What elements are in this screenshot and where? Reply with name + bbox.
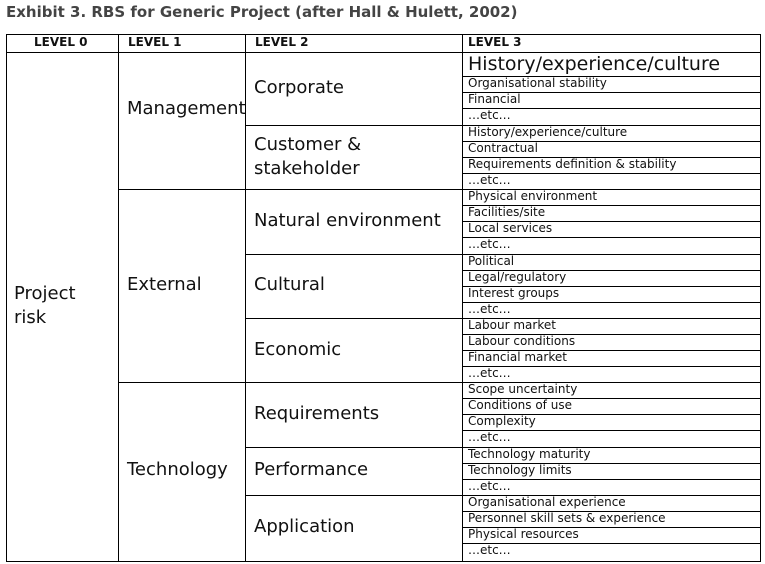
- level2-cultural: Cultural: [254, 274, 325, 295]
- level3-item: Contractual: [468, 141, 538, 155]
- level2-requirements: Requirements: [254, 403, 380, 424]
- level3-item: …etc…: [468, 366, 511, 380]
- level2-natural-environment: Natural environment: [254, 210, 441, 231]
- table-top-border: [6, 34, 761, 35]
- level3-item: Financial market: [468, 350, 567, 364]
- header-level0: LEVEL 0: [34, 35, 88, 49]
- level3-item: History/experience/culture: [468, 125, 628, 139]
- level3-item: Legal/regulatory: [468, 270, 567, 284]
- level3-item: Physical resources: [468, 527, 579, 541]
- level3-item: Complexity: [468, 414, 536, 428]
- level3-item: …etc…: [468, 108, 511, 122]
- level2-customer-stakeholder: [254, 133, 361, 181]
- level3-item: Personnel skill sets & experience: [468, 511, 666, 525]
- level3-item: Organisational stability: [468, 76, 607, 90]
- level3-item: …etc…: [468, 479, 511, 493]
- level2-line: stakeholder: [254, 158, 360, 179]
- level3-item: Facilities/site: [468, 205, 546, 219]
- level3-item: Local services: [468, 221, 553, 235]
- level3-item: Financial: [468, 92, 521, 106]
- group-divider: [118, 189, 761, 190]
- level3-item: Organisational experience: [468, 495, 626, 509]
- level2-application: Application: [254, 516, 355, 537]
- level3-item: …etc…: [468, 302, 511, 316]
- column-divider: [760, 34, 761, 562]
- group-divider: [118, 382, 761, 383]
- header-level1: LEVEL 1: [128, 35, 182, 49]
- level2-line: Customer &: [254, 134, 362, 155]
- level3-item: History/experience/culture: [468, 53, 721, 75]
- column-divider: [118, 34, 119, 562]
- level3-item: Requirements definition & stability: [468, 157, 677, 171]
- level2-economic: Economic: [254, 339, 342, 360]
- level0-line: risk: [14, 307, 47, 328]
- level1-external: External: [127, 274, 202, 295]
- level3-item: Technology maturity: [468, 447, 591, 461]
- level0-project-risk: [14, 282, 76, 330]
- header-level2: LEVEL 2: [255, 35, 309, 49]
- level2-performance: Performance: [254, 459, 369, 480]
- level3-item: Conditions of use: [468, 398, 572, 412]
- level3-item: Technology limits: [468, 463, 572, 477]
- column-divider: [462, 34, 463, 562]
- level3-item: …etc…: [468, 237, 511, 251]
- level3-item: Labour market: [468, 318, 556, 332]
- exhibit-title: Exhibit 3. RBS for Generic Project (after Hall & Hulett, 2002): [6, 3, 518, 21]
- level2-corporate: Corporate: [254, 77, 344, 98]
- level1-management: Management: [127, 98, 246, 119]
- level3-item: Interest groups: [468, 286, 560, 300]
- level3-item: …etc…: [468, 173, 511, 187]
- column-divider: [6, 34, 7, 562]
- header-level3: LEVEL 3: [468, 35, 522, 49]
- table-bottom-border: [6, 561, 761, 562]
- level3-item: Political: [468, 254, 515, 268]
- level0-line: Project: [14, 283, 76, 304]
- level3-item: Physical environment: [468, 189, 598, 203]
- level3-item: …etc…: [468, 430, 511, 444]
- level1-technology: Technology: [127, 459, 228, 480]
- level3-item: …etc…: [468, 543, 511, 557]
- level3-item: Scope uncertainty: [468, 382, 578, 396]
- level3-item: Labour conditions: [468, 334, 576, 348]
